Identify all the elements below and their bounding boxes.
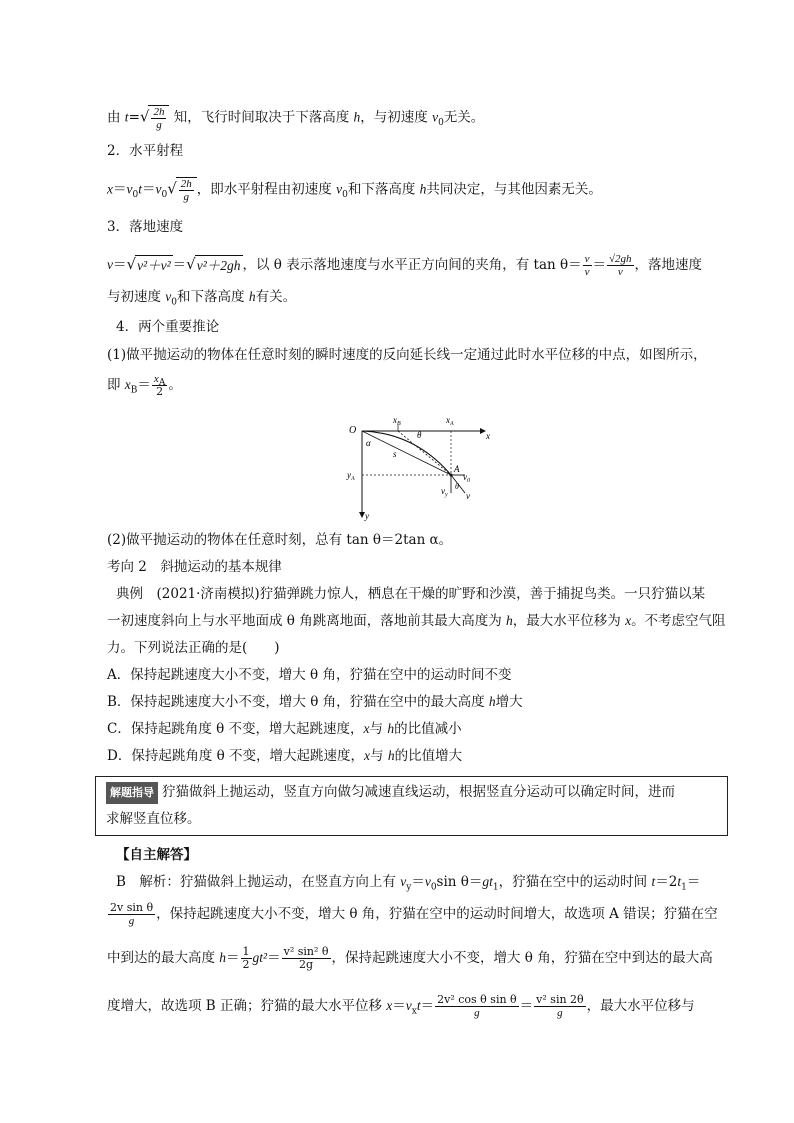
solution-guide-box: [95, 776, 728, 836]
text-line: 与初速度 $v_0$和下落高度 h有关。: [107, 289, 297, 308]
option-c: C．保持起跳角度 θ 不变，增大起跳速度，x与 h的比值减小: [107, 721, 462, 737]
svg-text:yA: $y_A$: [347, 470, 355, 482]
heading-oblique-projectile: 考向 2 斜抛运动的基本规律: [107, 559, 282, 575]
label-s: s: [393, 449, 397, 459]
label-theta: θ: [417, 430, 422, 440]
text-line: (1)做平抛运动的物体在任意时刻的瞬时速度的反向延长线一定通过此时水平位移的中点，如图所示，: [107, 347, 707, 363]
option-a: A．保持起跳速度大小不变，增大 θ 角，狞猫在空中的运动时间不变: [107, 667, 512, 683]
guide-text-2: 求解竖直位移。: [106, 811, 201, 827]
answer-heading: 【自主解答】: [116, 847, 197, 863]
label-O: O: [349, 425, 357, 436]
option-b: B．保持起跳速度大小不变，增大 θ 角，狞猫在空中的最大高度 h增大: [107, 694, 523, 710]
label-A: A: [454, 464, 460, 474]
guide-text: 狞猫做斜上抛运动，竖直方向做匀减速直线运动，根据竖直分运动可以确定时间，进而: [162, 784, 675, 800]
formula-line-velocity: v＝√v²＋v² ＝√v²＋2gh ，以 θ 表示落地速度与水平正方向间的夹角，有 tan θ＝ $\frac{v}{v}$ ＝ $\frac{√2gh}{v}$ ，落地速度: [107, 253, 703, 278]
solution-line: B 解析：狞猫做斜上抛运动，在竖直方向上有 $v_y=v_0\sin$ $\theta=gt_1$，狞猫在空中的运动时间 $t=2t_1=$: [116, 874, 701, 893]
heading-two-inferences: 4．两个重要推论: [116, 319, 220, 335]
formula-line-time: 由 t=√ $\frac{2h}{g}$ 知，飞行时间取决于下落高度 h，与初速度 $v_0$无关。: [107, 106, 485, 131]
guide-tag: 解题指导: [106, 782, 158, 804]
projectile-diagram: [345, 415, 495, 523]
svg-text:vy: $v_y$: [441, 486, 448, 498]
solution-line: 中到达的最大高度 h＝ $\frac{1}{2}$ gt²＝ $\frac{\text{v² sin² θ}}{2g}$ ，保持起跳速度大小不变，增大 θ 角，狞猫在空中到达的最大高: [107, 945, 713, 971]
label-x: x: [486, 431, 490, 441]
example-line: 力。下列说法正确的是( ): [107, 640, 280, 656]
point-A: [450, 474, 453, 477]
text-line: (2)做平抛运动的物体在任意时刻，总有 tan θ＝2tan α。: [107, 532, 453, 548]
svg-text:v0: $v_0$: [463, 472, 470, 484]
label-xB: x: [393, 415, 397, 425]
heading-landing-velocity: 3．落地速度: [107, 219, 184, 235]
label-v: v: [466, 491, 470, 501]
formula-line-midpoint: 即 $x_B=$ $\frac{x_A}{2}$ 。: [107, 373, 182, 398]
label-vy: v: [441, 486, 445, 496]
example-line: 一初速度斜向上与水平地面成 θ 角跳离地面，落地前其最大高度为 h，最大水平位移为 x。不考虑空气阻: [107, 613, 726, 629]
solution-line: 度增大，故选项 B 正确；狞猫的最大水平位移 $x=v_xt=$ $\frac{\text{2v² cos θ sin θ}}{g}$ ＝ $\frac{\text{v² sin 2θ}}{g}$ ，最大水平位移与: [107, 993, 695, 1019]
solution-line: $\frac{\text{2v sin θ}}{g}$ ，保持起跳速度大小不变，增大 θ 角，狞猫在空中的运动时间增大，故选项 A 错误；狞猫在空: [110, 901, 718, 927]
heading-horizontal-range: 2．水平射程: [107, 143, 184, 159]
label-xA: x: [446, 415, 450, 425]
label-v0: v: [463, 472, 467, 482]
svg-text:xA: $x_A$: [446, 415, 454, 427]
label-alpha: α: [366, 438, 371, 448]
example-line: 典例 (2021·济南模拟)狞猫弹跳力惊人，栖息在干燥的旷野和沙漠，善于捕捉鸟类。一只狞猫以某: [116, 586, 706, 602]
displacement-line: [362, 431, 451, 475]
option-d: D．保持起跳角度 θ 不变，增大起跳速度，x与 h的比值增大: [107, 748, 463, 764]
label-yA: y: [347, 470, 351, 480]
svg-text:xB: $x_B$: [393, 415, 401, 427]
label-theta-2: θ: [455, 482, 459, 491]
label-y: y: [365, 511, 369, 521]
formula-line-range: $x=v_0t=v_0√$ $\frac{2h}{g}$ ，即水平射程由初速度 $v_0$和下落高度 h共同决定，与其他因素无关。: [107, 178, 602, 203]
